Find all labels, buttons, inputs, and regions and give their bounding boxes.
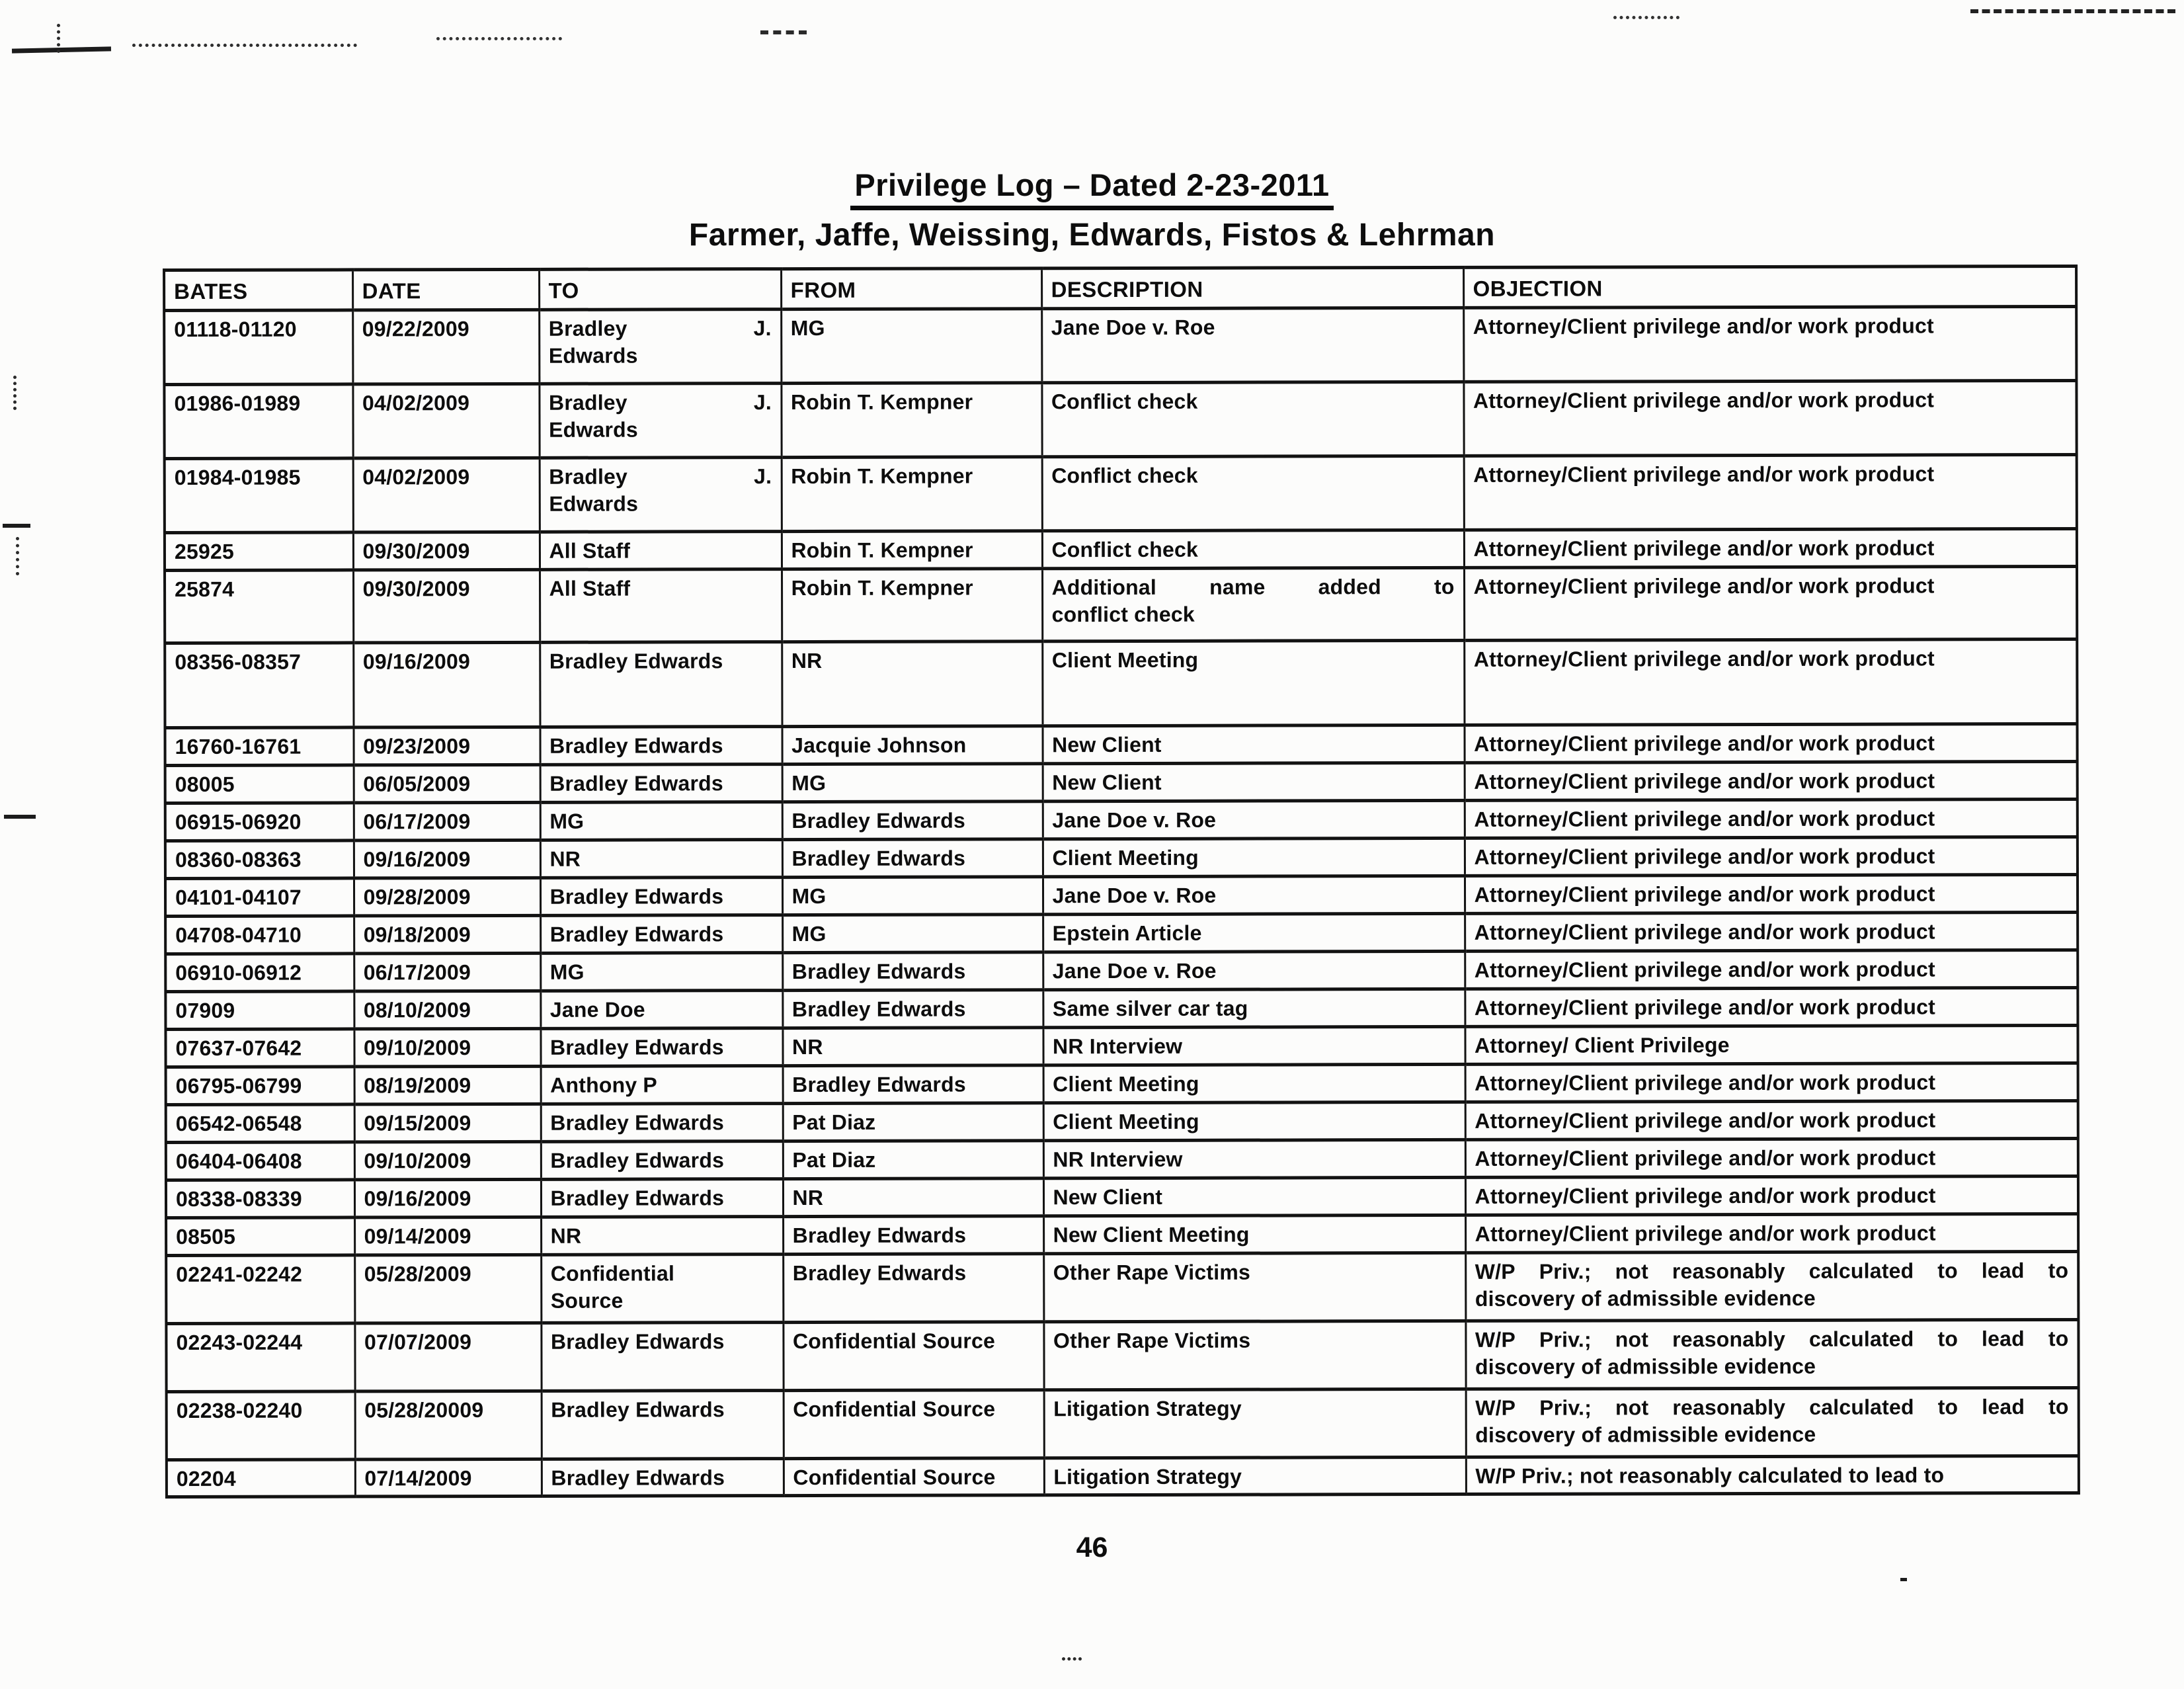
table-row <box>166 1063 2078 1104</box>
cell-from: MG <box>782 915 1043 953</box>
cell-from: Bradley Edwards <box>782 952 1043 991</box>
cell-date: 09/22/2009 <box>352 309 539 384</box>
cell-from: Bradley Edwards <box>782 802 1043 840</box>
cell-to: MG <box>540 802 782 840</box>
column-header-from: FROM <box>781 268 1041 309</box>
cell-to: NR <box>540 839 782 878</box>
cell-description: New Client Meeting <box>1043 1215 1465 1253</box>
cell-date: 09/16/2009 <box>354 1179 541 1217</box>
cell-from: MG <box>781 309 1041 384</box>
cell-description: New Client <box>1043 725 1465 763</box>
cell-description: Conflict check <box>1042 456 1464 530</box>
scan-artifact <box>760 30 807 34</box>
cell-from: NR <box>782 1028 1043 1066</box>
cell-to: Bradley Edwards <box>542 1390 784 1459</box>
cell-date: 09/15/2009 <box>354 1104 541 1142</box>
cell-description: New Client <box>1043 762 1465 801</box>
cell-to: Jane Doe <box>540 990 782 1028</box>
cell-date: 07/14/2009 <box>355 1459 542 1497</box>
cell-objection: Attorney/Client privilege and/or work product <box>1463 380 2076 456</box>
cell-bates: 07909 <box>165 991 354 1030</box>
cell-to: Bradley J. Edwards <box>540 457 782 532</box>
cell-to: NR <box>541 1216 783 1255</box>
cell-bates: 04101-04107 <box>165 878 354 917</box>
table-row <box>166 1319 2078 1391</box>
cell-description: Other Rape Victims <box>1043 1253 1465 1321</box>
table-row <box>165 799 2078 841</box>
cell-description: Client Meeting <box>1043 1064 1465 1102</box>
cell-from: Confidential Source <box>784 1390 1044 1459</box>
cell-bates: 08338-08339 <box>166 1180 354 1218</box>
cell-objection: Attorney/Client privilege and/or work product <box>1465 1100 2078 1139</box>
cell-objection: Attorney/Client privilege and/or work product <box>1465 837 2078 876</box>
cell-to: Bradley Edwards <box>540 915 782 953</box>
cell-from: Bradley Edwards <box>783 1065 1043 1104</box>
cell-date: 09/16/2009 <box>354 840 540 878</box>
cell-to: Bradley J. Edwards <box>539 383 781 458</box>
cell-description: Client Meeting <box>1042 640 1464 725</box>
cell-from: Confidential Source <box>783 1322 1043 1391</box>
cell-description: Same silver car tag <box>1043 989 1465 1027</box>
cell-from: Bradley Edwards <box>783 1254 1043 1323</box>
cell-from: MG <box>782 877 1043 915</box>
cell-date: 09/28/2009 <box>354 878 540 916</box>
table-row <box>165 761 2078 803</box>
scan-artifact <box>1970 9 2175 13</box>
cell-description: Client Meeting <box>1043 838 1465 876</box>
cell-date: 07/07/2009 <box>354 1323 541 1391</box>
cell-to: Bradley Edwards <box>541 1178 783 1217</box>
cell-date: 05/28/20009 <box>355 1391 542 1460</box>
table-row <box>165 874 2078 916</box>
cell-date: 09/30/2009 <box>353 569 540 643</box>
cell-date: 06/17/2009 <box>354 953 540 991</box>
table-row <box>165 912 2078 954</box>
cell-to: Anthony P <box>541 1065 783 1104</box>
cell-bates: 08005 <box>165 765 354 803</box>
cell-date: 09/14/2009 <box>354 1217 541 1255</box>
cell-objection: Attorney/ Client Privilege <box>1465 1025 2078 1064</box>
scan-artifact <box>1613 16 1679 19</box>
cell-date: 08/10/2009 <box>354 991 540 1029</box>
cell-objection: Attorney/Client privilege and/or work product <box>1465 874 2078 913</box>
cell-to: Bradley Edwards <box>540 641 782 727</box>
table-row <box>166 1176 2078 1217</box>
cell-bates: 06915-06920 <box>165 803 354 841</box>
cell-from: Bradley Edwards <box>782 990 1043 1028</box>
cell-bates: 08505 <box>166 1217 354 1256</box>
cell-date: 04/02/2009 <box>353 458 540 532</box>
scan-artifact <box>4 815 36 819</box>
cell-objection: Attorney/Client privilege and/or work product <box>1464 528 2077 567</box>
scan-artifact <box>13 376 17 410</box>
page-number: 46 <box>1076 1532 1108 1563</box>
cell-description: Additional name added to conflict check <box>1042 567 1464 641</box>
table-header-row <box>164 266 2076 310</box>
document-header <box>0 167 2184 253</box>
cell-bates: 04708-04710 <box>165 916 354 954</box>
cell-from: Robin T. Kempner <box>781 383 1041 458</box>
cell-to: Bradley Edwards <box>540 764 782 802</box>
cell-from: MG <box>782 764 1043 802</box>
cell-to: Bradley Edwards <box>540 1028 782 1066</box>
cell-from: Pat Diaz <box>783 1103 1043 1141</box>
cell-from: NR <box>782 641 1042 727</box>
cell-description: Client Meeting <box>1043 1102 1465 1140</box>
cell-bates: 06910-06912 <box>165 954 354 992</box>
cell-date: 09/10/2009 <box>354 1141 541 1180</box>
cell-date: 06/05/2009 <box>354 764 540 803</box>
cell-bates: 02241-02242 <box>166 1255 354 1324</box>
cell-objection: Attorney/Client privilege and/or work product <box>1465 912 2078 951</box>
scan-artifact <box>57 24 60 53</box>
cell-from: Bradley Edwards <box>782 839 1043 878</box>
table-row <box>165 987 2078 1029</box>
table-row <box>166 1251 2078 1323</box>
cell-to: Bradley Edwards <box>541 1103 783 1141</box>
table-row <box>164 380 2076 458</box>
cell-date: 09/16/2009 <box>353 642 540 727</box>
cell-bates: 06795-06799 <box>166 1067 354 1105</box>
table-row <box>165 837 2078 878</box>
cell-to: All Staff <box>540 569 782 642</box>
cell-bates: 16760-16761 <box>165 727 354 766</box>
cell-bates: 01986-01989 <box>164 384 352 459</box>
cell-to: Bradley J. Edwards <box>539 309 781 384</box>
column-header-to: TO <box>539 269 781 310</box>
cell-bates: 02238-02240 <box>167 1391 355 1460</box>
cell-to: Bradley Edwards <box>540 877 782 915</box>
cell-objection: Attorney/Client privilege and/or work product <box>1464 566 2077 640</box>
cell-objection: W/P Priv.; not reasonably calculated to lead to discovery of admissible evidence <box>1465 1251 2078 1321</box>
cell-from: NR <box>783 1178 1043 1217</box>
cell-description: Epstein Article <box>1043 913 1465 952</box>
table-row <box>165 639 2077 727</box>
table-row <box>166 1138 2078 1180</box>
cell-from: Jacquie Johnson <box>782 726 1043 764</box>
table-row <box>165 528 2077 570</box>
cell-date: 04/02/2009 <box>352 384 539 458</box>
cell-objection: Attorney/Client privilege and/or work product <box>1465 987 2078 1026</box>
cell-bates: 25874 <box>165 570 353 643</box>
cell-objection: W/P Priv.; not reasonably calculated to lead to discovery of admissible evidence <box>1466 1387 2079 1457</box>
cell-objection: Attorney/Client privilege and/or work product <box>1465 723 2078 762</box>
cell-date: 09/18/2009 <box>354 915 540 954</box>
cell-objection: Attorney/Client privilege and/or work product <box>1465 1063 2078 1102</box>
cell-to: Confidential Source <box>541 1254 783 1323</box>
cell-bates: 08360-08363 <box>165 841 354 879</box>
table-row <box>165 723 2078 765</box>
page-title: Privilege Log – Dated 2-23-2011 <box>0 167 2184 210</box>
cell-date: 09/30/2009 <box>353 532 540 570</box>
column-header-bates: BATES <box>164 270 352 310</box>
scan-artifact <box>16 537 19 575</box>
cell-from: Robin T. Kempner <box>782 569 1042 642</box>
table-row <box>165 454 2077 532</box>
table-row <box>166 1214 2078 1255</box>
table-row <box>164 306 2076 384</box>
cell-from: Robin T. Kempner <box>782 457 1042 532</box>
cell-bates: 02204 <box>167 1460 355 1497</box>
cell-date: 05/28/2009 <box>354 1255 541 1323</box>
cell-bates: 02243-02244 <box>166 1323 354 1392</box>
cell-to: Bradley Edwards <box>541 1322 783 1391</box>
column-header-description: DESCRIPTION <box>1041 267 1463 308</box>
cell-description: Litigation Strategy <box>1044 1457 1466 1495</box>
cell-objection: Attorney/Client privilege and/or work product <box>1465 799 2078 838</box>
cell-to: All Staff <box>540 531 782 569</box>
cell-bates: 06542-06548 <box>166 1104 354 1143</box>
cell-to: Bradley Edwards <box>542 1458 784 1496</box>
cell-objection: Attorney/Client privilege and/or work product <box>1465 1214 2078 1253</box>
cell-description: Conflict check <box>1041 382 1463 456</box>
scan-artifact <box>436 37 562 40</box>
cell-objection: W/P Priv.; not reasonably calculated to lead to discovery of admissible evidence <box>1465 1319 2078 1389</box>
cell-description: NR Interview <box>1043 1139 1465 1178</box>
cell-bates: 07637-07642 <box>165 1029 354 1067</box>
cell-bates: 06404-06408 <box>166 1142 354 1180</box>
table-row <box>165 566 2077 643</box>
cell-objection: W/P Priv.; not reasonably calculated to lead to <box>1466 1456 2079 1495</box>
cell-description: Conflict check <box>1042 530 1464 568</box>
cell-bates: 25925 <box>165 532 353 571</box>
cell-objection: Attorney/Client privilege and/or work product <box>1465 1176 2078 1215</box>
cell-description: Other Rape Victims <box>1043 1321 1465 1389</box>
table-row <box>166 1100 2078 1142</box>
cell-from: Pat Diaz <box>783 1141 1043 1179</box>
cell-to: Bradley Edwards <box>540 726 782 764</box>
cell-date: 06/17/2009 <box>354 802 540 841</box>
cell-from: Bradley Edwards <box>783 1216 1043 1255</box>
cell-description: NR Interview <box>1043 1026 1465 1065</box>
page-subtitle: Farmer, Jaffe, Weissing, Edwards, Fistos & Lehrman <box>688 218 1496 253</box>
cell-objection: Attorney/Client privilege and/or work product <box>1465 761 2078 800</box>
cell-to: MG <box>540 952 782 991</box>
privilege-log-table <box>163 265 2080 1499</box>
cell-objection: Attorney/Client privilege and/or work product <box>1464 639 2077 725</box>
cell-description: Jane Doe v. Roe <box>1041 308 1463 382</box>
table-row <box>165 1025 2078 1067</box>
scan-artifact <box>12 46 111 53</box>
cell-objection: Attorney/Client privilege and/or work product <box>1465 950 2078 989</box>
cell-from: Confidential Source <box>784 1458 1044 1496</box>
cell-description: Jane Doe v. Roe <box>1043 951 1465 989</box>
table-row <box>167 1387 2079 1460</box>
cell-description: New Client <box>1043 1177 1465 1215</box>
cell-objection: Attorney/Client privilege and/or work product <box>1464 454 2077 530</box>
table-body <box>164 306 2079 1497</box>
cell-date: 09/10/2009 <box>354 1028 540 1067</box>
cell-objection: Attorney/Client privilege and/or work product <box>1465 1138 2078 1177</box>
cell-description: Jane Doe v. Roe <box>1043 800 1465 839</box>
cell-bates: 01984-01985 <box>165 458 353 533</box>
cell-date: 08/19/2009 <box>354 1066 541 1104</box>
cell-to: Bradley Edwards <box>541 1141 783 1179</box>
cell-description: Litigation Strategy <box>1044 1389 1466 1458</box>
cell-bates: 08356-08357 <box>165 643 353 728</box>
column-header-objection: OBJECTION <box>1463 266 2076 308</box>
scan-artifact <box>1900 1578 1907 1581</box>
cell-bates: 01118-01120 <box>164 310 352 385</box>
cell-description: Jane Doe v. Roe <box>1043 876 1465 914</box>
scan-artifact <box>1062 1657 1082 1661</box>
table-row <box>165 950 2078 991</box>
scan-artifact <box>3 524 30 528</box>
cell-from: Robin T. Kempner <box>782 531 1042 569</box>
cell-date: 09/23/2009 <box>354 727 540 765</box>
scan-artifact <box>132 44 357 47</box>
cell-objection: Attorney/Client privilege and/or work product <box>1463 306 2076 382</box>
column-header-date: DATE <box>352 269 539 309</box>
table-row <box>167 1456 2079 1497</box>
